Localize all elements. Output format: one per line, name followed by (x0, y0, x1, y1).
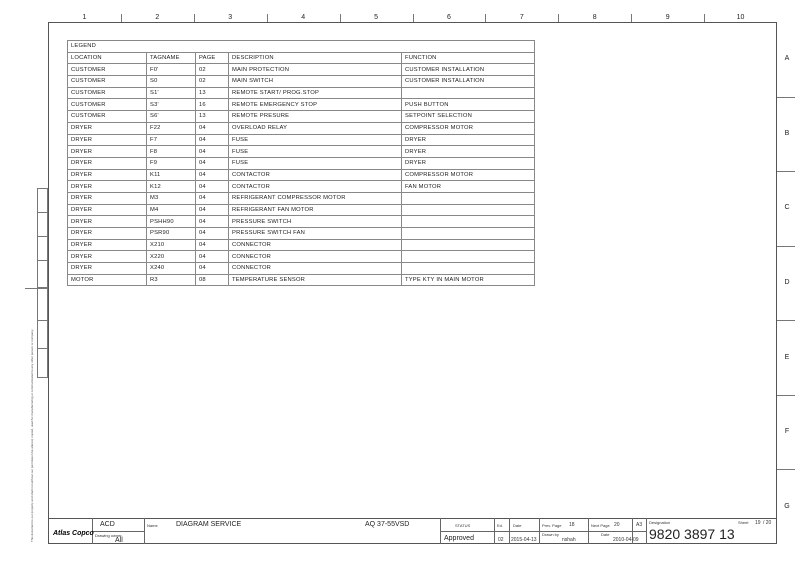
column-divider (631, 14, 632, 22)
column-divider (267, 14, 268, 22)
legend-row (68, 239, 535, 251)
cell-description: REMOTE PRESURE (229, 111, 402, 123)
cell-description: PRESSURE SWITCH (229, 216, 402, 228)
sheet-label: Sheet (738, 520, 749, 525)
cell-page: 04 (196, 157, 229, 169)
legend-row (68, 192, 535, 204)
cell-page: 04 (196, 228, 229, 240)
legend-row (68, 157, 535, 169)
cell-function (402, 87, 535, 99)
cell-description: CONNECTOR (229, 239, 402, 251)
cell-description: CONTACTOR (229, 169, 402, 181)
cell-function: SETPOINT SELECTION (402, 111, 535, 123)
legend-row (68, 146, 535, 158)
cell-page: 04 (196, 181, 229, 193)
column-divider (340, 14, 341, 22)
cell-function: CUSTOMER INSTALLATION (402, 64, 535, 76)
legend-row (68, 99, 535, 111)
column-number: 6 (446, 14, 451, 21)
prev-page-value: 18 (569, 522, 575, 528)
side-stamp-box (37, 188, 48, 288)
cell-location: DRYER (68, 134, 147, 146)
cell-function (402, 216, 535, 228)
cell-function (402, 228, 535, 240)
cell-location: DRYER (68, 181, 147, 193)
ed-value: 02 (498, 537, 504, 543)
legend-header-row (68, 52, 535, 64)
confidentiality-note (30, 328, 42, 542)
cell-function: PUSH BUTTON (402, 99, 535, 111)
legend-row (68, 122, 535, 134)
cell-location: DRYER (68, 263, 147, 275)
cell-page: 04 (196, 134, 229, 146)
cell-location: DRYER (68, 169, 147, 181)
cell-function: FAN MOTOR (402, 181, 535, 193)
cell-page: 16 (196, 99, 229, 111)
cell-tagname: S6' (147, 111, 196, 123)
cell-tagname: K11 (147, 169, 196, 181)
cell-tagname: PSR90 (147, 228, 196, 240)
cell-location: DRYER (68, 204, 147, 216)
legend-row (68, 251, 535, 263)
cell-page: 04 (196, 192, 229, 204)
sheet-value: 19 (755, 520, 761, 526)
cell-function (402, 239, 535, 251)
column-number: 2 (155, 14, 160, 21)
row-divider (777, 469, 795, 470)
date2-label: Date (601, 532, 610, 537)
row-divider (777, 97, 795, 98)
legend-row (68, 134, 535, 146)
date-value: 2015-04-13 (511, 537, 537, 543)
column-divider (194, 14, 195, 22)
designation-value: 9820 3897 13 (649, 526, 735, 542)
cell-function (402, 263, 535, 275)
ed-label: Ed. (497, 523, 504, 528)
drawing-owner-label: Drawing owner (95, 533, 122, 538)
cell-tagname: F22 (147, 122, 196, 134)
cell-location: CUSTOMER (68, 111, 147, 123)
cell-page: 13 (196, 87, 229, 99)
column-divider (121, 14, 122, 22)
model: AQ 37-55VSD (365, 521, 410, 528)
cell-page: 04 (196, 263, 229, 275)
drawn-by-value: nshah (562, 537, 576, 543)
division: ACD (100, 521, 115, 528)
cell-tagname: S1' (147, 87, 196, 99)
cell-function: DRYER (402, 157, 535, 169)
drawing-name: DIAGRAM SERVICE (176, 521, 242, 528)
header-tagname: TAGNAME (147, 52, 196, 64)
cell-description: REMOTE EMERGENCY STOP (229, 99, 402, 111)
row-divider (777, 171, 795, 172)
cell-description: CONTACTOR (229, 181, 402, 193)
cell-description: PRESSURE SWITCH FAN (229, 228, 402, 240)
next-page-value: 20 (614, 522, 620, 528)
cell-page: 08 (196, 274, 229, 286)
date2-value: 2010-04-09 (613, 537, 639, 543)
cell-location: CUSTOMER (68, 64, 147, 76)
column-number: 10 (736, 14, 745, 21)
drawn-by-label: Drawn by (542, 532, 559, 537)
cell-function (402, 251, 535, 263)
status-label: STATUS (455, 523, 471, 528)
cell-location: DRYER (68, 228, 147, 240)
row-letter: F (784, 428, 790, 436)
cell-location: CUSTOMER (68, 99, 147, 111)
cell-location: CUSTOMER (68, 87, 147, 99)
cell-description: FUSE (229, 157, 402, 169)
cell-page: 04 (196, 146, 229, 158)
cell-function: TYPE KTY IN MAIN MOTOR (402, 274, 535, 286)
cell-tagname: F7 (147, 134, 196, 146)
cell-tagname: X210 (147, 239, 196, 251)
cell-tagname: R3 (147, 274, 196, 286)
cell-tagname: PSHH90 (147, 216, 196, 228)
row-letter: G (784, 502, 790, 510)
confidentiality-note-text: This document is our property and shall not without our permission be altered, copied, used for manufacturing or communicated to any other person or company. (30, 328, 34, 542)
header-page: PAGE (196, 52, 229, 64)
row-letter: C (784, 204, 790, 212)
cell-function (402, 204, 535, 216)
row-letter: A (784, 55, 790, 63)
cell-description: MAIN PROTECTION (229, 64, 402, 76)
row-divider (777, 320, 795, 321)
column-divider (704, 14, 705, 22)
cell-tagname: S3' (147, 99, 196, 111)
legend-row (68, 204, 535, 216)
cell-page: 02 (196, 76, 229, 88)
column-number: 4 (301, 14, 306, 21)
cell-tagname: X220 (147, 251, 196, 263)
cell-description: REMOTE START/ PROG.STOP (229, 87, 402, 99)
column-number: 3 (228, 14, 233, 21)
svg-text:Atlas Copco: Atlas Copco (53, 530, 94, 537)
legend-row (68, 263, 535, 275)
cell-page: 13 (196, 111, 229, 123)
cell-location: DRYER (68, 146, 147, 158)
legend-row (68, 111, 535, 123)
legend-row (68, 228, 535, 240)
legend-row (68, 274, 535, 286)
cell-description: CONNECTOR (229, 251, 402, 263)
header-description: DESCRIPTION (229, 52, 402, 64)
header-function: FUNCTION (402, 52, 535, 64)
cell-location: DRYER (68, 251, 147, 263)
cell-function: COMPRESSOR MOTOR (402, 122, 535, 134)
cell-location: DRYER (68, 239, 147, 251)
row-divider (777, 395, 795, 396)
cell-description: TEMPERATURE SENSOR (229, 274, 402, 286)
row-letter: D (784, 279, 790, 286)
legend-row (68, 169, 535, 181)
designation-label: Designation (649, 520, 671, 525)
header-location: LOCATION (68, 52, 147, 64)
cell-description: MAIN SWITCH (229, 76, 402, 88)
cell-location: MOTOR (68, 274, 147, 286)
cell-page: 02 (196, 64, 229, 76)
cell-page: 04 (196, 204, 229, 216)
column-number: 1 (82, 14, 87, 21)
atlas-copco-logo (52, 524, 94, 540)
side-stamp-box (37, 288, 48, 378)
cell-page: 04 (196, 216, 229, 228)
cell-function: COMPRESSOR MOTOR (402, 169, 535, 181)
legend-row (68, 64, 535, 76)
legend-row (68, 181, 535, 193)
column-number: 7 (519, 14, 524, 21)
cell-location: DRYER (68, 157, 147, 169)
legend-table (67, 40, 535, 286)
cell-location: CUSTOMER (68, 76, 147, 88)
legend-title-row (68, 41, 535, 53)
date-label: Date (513, 523, 522, 528)
cell-page: 04 (196, 122, 229, 134)
cell-tagname: F0' (147, 64, 196, 76)
cell-tagname: K12 (147, 181, 196, 193)
column-divider (485, 14, 486, 22)
cell-function: DRYER (402, 146, 535, 158)
column-number: 8 (592, 14, 597, 21)
cell-description: OVERLOAD RELAY (229, 122, 402, 134)
cell-description: FUSE (229, 134, 402, 146)
cell-description: REFRIGERANT FAN MOTOR (229, 204, 402, 216)
cell-function (402, 192, 535, 204)
drawing-owner: All (115, 537, 123, 544)
cell-page: 04 (196, 239, 229, 251)
cell-function: CUSTOMER INSTALLATION (402, 76, 535, 88)
cell-tagname: M4 (147, 204, 196, 216)
cell-page: 04 (196, 251, 229, 263)
cell-page: 04 (196, 169, 229, 181)
legend-row (68, 87, 535, 99)
cell-tagname: X240 (147, 263, 196, 275)
legend-title: LEGEND (68, 41, 535, 53)
cell-function: DRYER (402, 134, 535, 146)
status-value: Approved (444, 535, 474, 542)
row-letter: E (784, 353, 790, 361)
cell-description: REFRIGERANT COMPRESSOR MOTOR (229, 192, 402, 204)
cell-tagname: F9 (147, 157, 196, 169)
next-page-label: Next Page (591, 523, 610, 528)
row-letter: B (784, 129, 790, 137)
cell-tagname: M3 (147, 192, 196, 204)
row-divider (777, 246, 795, 247)
column-number: 5 (374, 14, 378, 21)
cell-location: DRYER (68, 122, 147, 134)
cell-tagname: F8 (147, 146, 196, 158)
column-divider (558, 14, 559, 22)
cell-tagname: S0 (147, 76, 196, 88)
legend-row (68, 76, 535, 88)
column-number: 9 (665, 14, 670, 21)
legend-row (68, 216, 535, 228)
cell-location: DRYER (68, 216, 147, 228)
cell-location: DRYER (68, 192, 147, 204)
cell-description: CONNECTOR (229, 263, 402, 275)
format: A3 (636, 522, 643, 528)
cell-description: FUSE (229, 146, 402, 158)
prev-page-label: Prev. Page (542, 523, 562, 528)
sheet-total: / 20 (763, 520, 772, 526)
column-divider (413, 14, 414, 22)
name-label: Name (147, 523, 158, 528)
